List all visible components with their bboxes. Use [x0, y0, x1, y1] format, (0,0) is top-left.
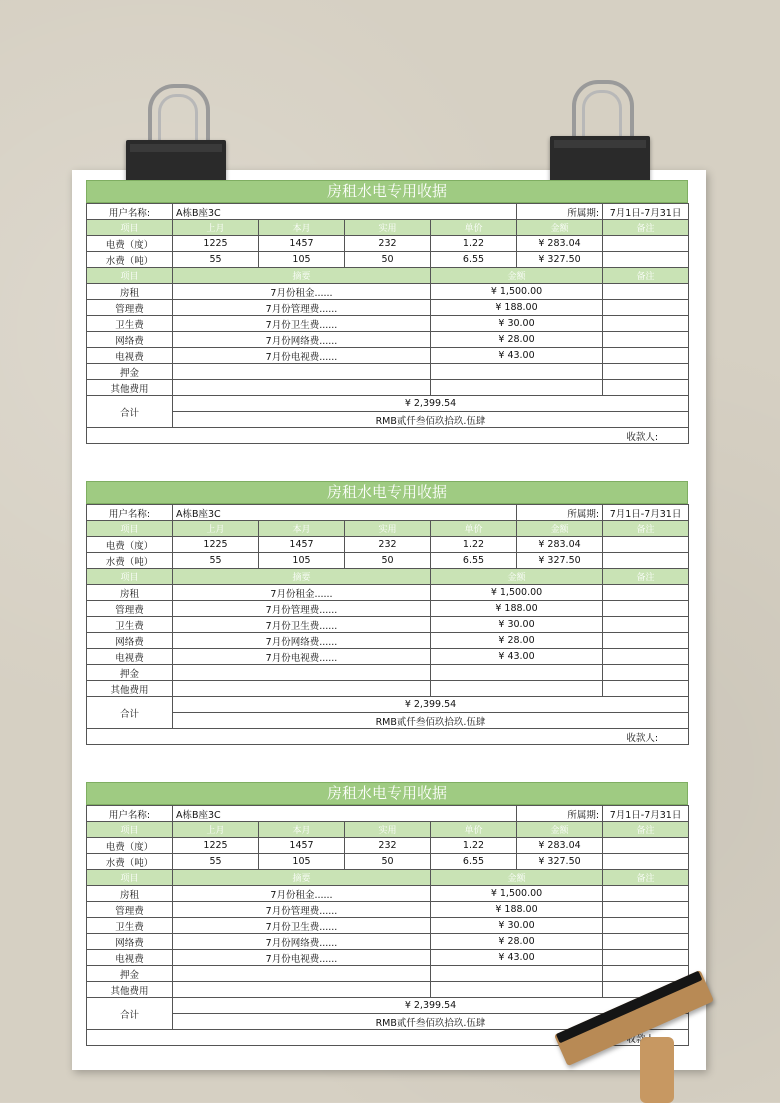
item-amount: ¥ 43.00: [431, 950, 603, 966]
meter-header-cell: 上月: [173, 822, 259, 838]
meter-name: 水费（吨）: [87, 252, 173, 268]
item-row: [87, 316, 689, 332]
meter-used: 232: [345, 838, 431, 854]
user-row: [87, 505, 689, 521]
item-note: [603, 649, 689, 665]
meter-header-cell: 本月: [259, 521, 345, 537]
meter-name: 水费（吨）: [87, 553, 173, 569]
item-note: [603, 934, 689, 950]
meter-amount: ¥ 327.50: [517, 553, 603, 569]
total-label: 合计: [87, 697, 173, 729]
user-value: A栋B座3C: [173, 204, 517, 220]
meter-last: 55: [173, 553, 259, 569]
meter-last: 1225: [173, 838, 259, 854]
item-amount: ¥ 30.00: [431, 316, 603, 332]
item-amount: ¥ 30.00: [431, 617, 603, 633]
item-header-cell: 摘要: [173, 569, 431, 585]
total-words: RMB贰仟叁佰玖拾玖.伍肆: [173, 713, 689, 729]
item-desc: [173, 982, 431, 998]
item-header-cell: 摘要: [173, 870, 431, 886]
item-note: [603, 902, 689, 918]
item-desc: 7月份管理费......: [173, 902, 431, 918]
meter-amount: ¥ 283.04: [517, 537, 603, 553]
meter-note: [603, 854, 689, 870]
item-amount: ¥ 188.00: [431, 601, 603, 617]
meter-price: 1.22: [431, 236, 517, 252]
meter-last: 55: [173, 252, 259, 268]
item-header-cell: 备注: [603, 569, 689, 585]
meter-price: 1.22: [431, 537, 517, 553]
item-name: 押金: [87, 665, 173, 681]
meter-row: [87, 838, 689, 854]
meter-current: 105: [259, 854, 345, 870]
item-desc: 7月份租金......: [173, 886, 431, 902]
item-amount: ¥ 30.00: [431, 918, 603, 934]
meter-header-cell: 金额: [517, 822, 603, 838]
item-header-cell: 金额: [431, 569, 603, 585]
item-desc: [173, 380, 431, 396]
total-words-row: [87, 713, 689, 729]
meter-name: 电费（度）: [87, 838, 173, 854]
meter-header-cell: 本月: [259, 220, 345, 236]
period-value: 7月1日-7月31日: [603, 204, 689, 220]
payee-row: [87, 729, 689, 745]
item-row: [87, 886, 689, 902]
item-desc: 7月份电视费......: [173, 649, 431, 665]
item-note: [603, 918, 689, 934]
meter-price: 1.22: [431, 838, 517, 854]
receipt-2: [86, 481, 688, 745]
item-desc: 7月份电视费......: [173, 348, 431, 364]
item-name: 卫生费: [87, 918, 173, 934]
item-amount: ¥ 188.00: [431, 902, 603, 918]
meter-price: 6.55: [431, 854, 517, 870]
item-amount: [431, 966, 603, 982]
item-header-cell: 金额: [431, 870, 603, 886]
item-row: [87, 364, 689, 380]
item-amount: [431, 681, 603, 697]
binder-clip-right: [550, 80, 650, 195]
item-desc: 7月份卫生费......: [173, 918, 431, 934]
user-label: 用户名称:: [87, 505, 173, 521]
item-name: 押金: [87, 966, 173, 982]
item-desc: 7月份管理费......: [173, 300, 431, 316]
item-name: 押金: [87, 364, 173, 380]
item-row: [87, 380, 689, 396]
total-words: RMB贰仟叁佰玖拾玖.伍肆: [173, 412, 689, 428]
meter-last: 1225: [173, 537, 259, 553]
item-name: 其他费用: [87, 681, 173, 697]
item-note: [603, 332, 689, 348]
item-name: 管理费: [87, 300, 173, 316]
item-header-row: [87, 870, 689, 886]
meter-row: [87, 854, 689, 870]
receipt-table: [86, 203, 689, 444]
receipt-title: 房租水电专用收据: [86, 481, 688, 504]
item-desc: [173, 681, 431, 697]
meter-header-cell: 金额: [517, 521, 603, 537]
user-label: 用户名称:: [87, 806, 173, 822]
period-value: 7月1日-7月31日: [603, 806, 689, 822]
item-desc: 7月份网络费......: [173, 332, 431, 348]
item-header-row: [87, 268, 689, 284]
meter-header-cell: 备注: [603, 822, 689, 838]
meter-used: 50: [345, 553, 431, 569]
item-amount: ¥ 1,500.00: [431, 886, 603, 902]
item-row: [87, 633, 689, 649]
item-name: 管理费: [87, 601, 173, 617]
meter-name: 电费（度）: [87, 537, 173, 553]
item-amount: ¥ 43.00: [431, 348, 603, 364]
meter-header-cell: 上月: [173, 521, 259, 537]
meter-header-cell: 备注: [603, 220, 689, 236]
item-row: [87, 300, 689, 316]
meter-amount: ¥ 283.04: [517, 236, 603, 252]
item-name: 电视费: [87, 348, 173, 364]
meter-header-cell: 项目: [87, 822, 173, 838]
item-row: [87, 585, 689, 601]
item-header-cell: 摘要: [173, 268, 431, 284]
meter-note: [603, 838, 689, 854]
item-desc: 7月份网络费......: [173, 934, 431, 950]
meter-header-row: [87, 220, 689, 236]
item-row: [87, 617, 689, 633]
meter-header-cell: 单价: [431, 521, 517, 537]
meter-header-cell: 备注: [603, 521, 689, 537]
meter-current: 1457: [259, 537, 345, 553]
item-header-cell: 备注: [603, 870, 689, 886]
payee-label: 收款人:: [87, 729, 689, 745]
meter-header-cell: 上月: [173, 220, 259, 236]
item-name: 网络费: [87, 934, 173, 950]
item-note: [603, 380, 689, 396]
item-row: [87, 649, 689, 665]
item-row: [87, 332, 689, 348]
meter-row: [87, 553, 689, 569]
meter-current: 1457: [259, 236, 345, 252]
item-amount: ¥ 188.00: [431, 300, 603, 316]
item-name: 卫生费: [87, 617, 173, 633]
payee-row: [87, 428, 689, 444]
meter-name: 水费（吨）: [87, 854, 173, 870]
item-note: [603, 585, 689, 601]
item-header-cell: 项目: [87, 268, 173, 284]
item-name: 房租: [87, 886, 173, 902]
meter-note: [603, 252, 689, 268]
meter-used: 232: [345, 236, 431, 252]
total-value: ¥ 2,399.54: [173, 998, 689, 1014]
meter-amount: ¥ 283.04: [517, 838, 603, 854]
item-desc: [173, 966, 431, 982]
item-desc: 7月份租金......: [173, 284, 431, 300]
period-label: 所属期:: [517, 204, 603, 220]
item-row: [87, 902, 689, 918]
meter-header-cell: 实用: [345, 220, 431, 236]
item-header-cell: 备注: [603, 268, 689, 284]
user-row: [87, 204, 689, 220]
meter-amount: ¥ 327.50: [517, 854, 603, 870]
meter-header-cell: 单价: [431, 220, 517, 236]
meter-price: 6.55: [431, 553, 517, 569]
meter-last: 55: [173, 854, 259, 870]
item-header-cell: 项目: [87, 569, 173, 585]
item-name: 电视费: [87, 950, 173, 966]
item-note: [603, 886, 689, 902]
item-note: [603, 284, 689, 300]
meter-header-row: [87, 822, 689, 838]
meter-header-cell: 实用: [345, 822, 431, 838]
user-row: [87, 806, 689, 822]
total-words: RMB贰仟叁佰玖拾玖.伍肆: [173, 1014, 689, 1030]
meter-row: [87, 236, 689, 252]
item-amount: ¥ 28.00: [431, 934, 603, 950]
item-name: 房租: [87, 585, 173, 601]
meter-row: [87, 537, 689, 553]
item-desc: 7月份卫生费......: [173, 316, 431, 332]
user-value: A栋B座3C: [173, 505, 517, 521]
total-words-row: [87, 412, 689, 428]
item-desc: 7月份网络费......: [173, 633, 431, 649]
total-label: 合计: [87, 396, 173, 428]
item-name: 卫生费: [87, 316, 173, 332]
item-note: [603, 966, 689, 982]
period-value: 7月1日-7月31日: [603, 505, 689, 521]
item-amount: ¥ 1,500.00: [431, 585, 603, 601]
meter-price: 6.55: [431, 252, 517, 268]
meter-header-cell: 项目: [87, 220, 173, 236]
item-row: [87, 601, 689, 617]
item-row: [87, 966, 689, 982]
meter-name: 电费（度）: [87, 236, 173, 252]
item-amount: ¥ 1,500.00: [431, 284, 603, 300]
item-desc: 7月份租金......: [173, 585, 431, 601]
meter-used: 50: [345, 252, 431, 268]
user-value: A栋B座3C: [173, 806, 517, 822]
meter-note: [603, 537, 689, 553]
item-header-row: [87, 569, 689, 585]
item-note: [603, 300, 689, 316]
meter-used: 232: [345, 537, 431, 553]
item-name: 网络费: [87, 332, 173, 348]
receipt-table: [86, 504, 689, 745]
item-name: 其他费用: [87, 982, 173, 998]
item-name: 房租: [87, 284, 173, 300]
total-label: 合计: [87, 998, 173, 1030]
item-name: 其他费用: [87, 380, 173, 396]
item-amount: [431, 665, 603, 681]
meter-current: 105: [259, 252, 345, 268]
item-amount: [431, 364, 603, 380]
rubber-stamp: [548, 985, 718, 1102]
item-amount: ¥ 28.00: [431, 332, 603, 348]
item-note: [603, 601, 689, 617]
item-note: [603, 950, 689, 966]
item-row: [87, 348, 689, 364]
receipt-title: 房租水电专用收据: [86, 782, 688, 805]
meter-header-cell: 本月: [259, 822, 345, 838]
item-amount: ¥ 28.00: [431, 633, 603, 649]
item-name: 网络费: [87, 633, 173, 649]
meter-amount: ¥ 327.50: [517, 252, 603, 268]
meter-note: [603, 553, 689, 569]
item-desc: [173, 665, 431, 681]
meter-note: [603, 236, 689, 252]
item-desc: 7月份管理费......: [173, 601, 431, 617]
meter-used: 50: [345, 854, 431, 870]
meter-header-cell: 金额: [517, 220, 603, 236]
item-desc: [173, 364, 431, 380]
item-name: 电视费: [87, 649, 173, 665]
item-amount: ¥ 43.00: [431, 649, 603, 665]
item-name: 管理费: [87, 902, 173, 918]
meter-header-cell: 单价: [431, 822, 517, 838]
item-note: [603, 633, 689, 649]
meter-current: 1457: [259, 838, 345, 854]
total-value: ¥ 2,399.54: [173, 697, 689, 713]
item-amount: [431, 380, 603, 396]
item-row: [87, 681, 689, 697]
item-row: [87, 918, 689, 934]
meter-current: 105: [259, 553, 345, 569]
item-row: [87, 950, 689, 966]
item-row: [87, 934, 689, 950]
item-note: [603, 364, 689, 380]
payee-label: 收款人:: [87, 428, 689, 444]
item-note: [603, 665, 689, 681]
item-header-cell: 项目: [87, 870, 173, 886]
item-header-cell: 金额: [431, 268, 603, 284]
meter-row: [87, 252, 689, 268]
item-row: [87, 665, 689, 681]
item-note: [603, 348, 689, 364]
meter-header-row: [87, 521, 689, 537]
period-label: 所属期:: [517, 806, 603, 822]
receipt-1: [86, 180, 688, 444]
total-value: ¥ 2,399.54: [173, 396, 689, 412]
total-row: [87, 697, 689, 713]
item-note: [603, 316, 689, 332]
total-row: [87, 396, 689, 412]
meter-header-cell: 项目: [87, 521, 173, 537]
item-desc: 7月份电视费......: [173, 950, 431, 966]
meter-last: 1225: [173, 236, 259, 252]
item-row: [87, 284, 689, 300]
receipt-title: 房租水电专用收据: [86, 180, 688, 203]
item-note: [603, 617, 689, 633]
item-note: [603, 681, 689, 697]
period-label: 所属期:: [517, 505, 603, 521]
item-desc: 7月份卫生费......: [173, 617, 431, 633]
meter-header-cell: 实用: [345, 521, 431, 537]
user-label: 用户名称:: [87, 204, 173, 220]
